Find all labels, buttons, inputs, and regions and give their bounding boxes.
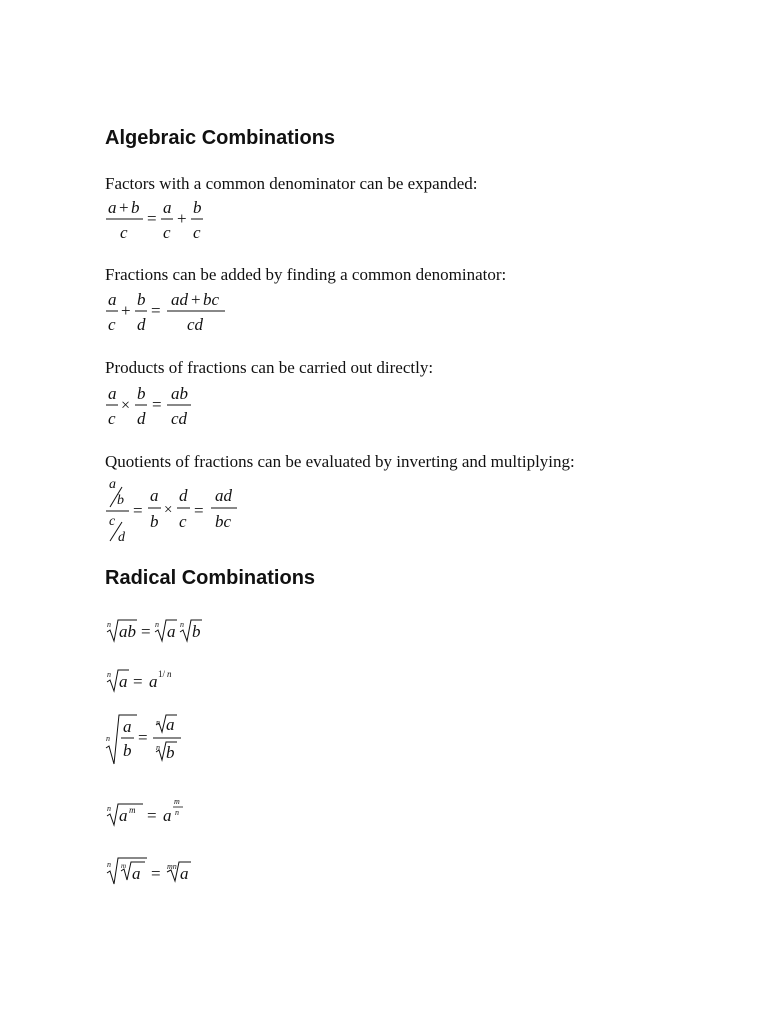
svg-text:c: c — [108, 315, 116, 334]
svg-text:n: n — [107, 804, 111, 813]
svg-text:d: d — [137, 409, 146, 428]
svg-text:b: b — [137, 384, 146, 403]
svg-text:b: b — [192, 622, 201, 641]
svg-text:a: a — [180, 864, 189, 883]
svg-text:c: c — [163, 223, 171, 242]
rule-text-common-denominator: Factors with a common denominator can be expanded: — [105, 174, 478, 193]
svg-text:ab: ab — [119, 622, 136, 641]
svg-text:a: a — [119, 672, 128, 691]
svg-text:n: n — [155, 620, 159, 629]
formula-add-fractions — [105, 288, 245, 336]
svg-text:b: b — [137, 290, 146, 309]
svg-text:ab: ab — [171, 384, 188, 403]
svg-text:a: a — [149, 672, 158, 691]
svg-text:c: c — [179, 512, 187, 531]
svg-text:=: = — [133, 672, 143, 691]
svg-text:ad: ad — [171, 290, 188, 309]
formula-radical-power — [105, 794, 205, 830]
svg-text:cd: cd — [187, 315, 204, 334]
svg-text:n: n — [156, 718, 160, 727]
formula-radical-quotient — [105, 712, 195, 768]
svg-text:=: = — [152, 395, 162, 414]
svg-text:a: a — [166, 715, 175, 734]
formula-radical-exponent — [105, 664, 195, 696]
svg-text:=: = — [151, 864, 161, 883]
svg-text:bc: bc — [215, 512, 232, 531]
rule-text-quotients: Quotients of fractions can be evaluated by inverting and multiplying: — [105, 452, 575, 471]
svg-text:+: + — [119, 198, 129, 217]
formula-nested-radical — [105, 853, 215, 889]
svg-text:m: m — [174, 797, 180, 806]
svg-text:=: = — [133, 501, 143, 520]
svg-text:=: = — [194, 501, 204, 520]
svg-text:bc: bc — [203, 290, 220, 309]
svg-text:=: = — [141, 622, 151, 641]
svg-text:a: a — [123, 717, 132, 736]
svg-text:a: a — [119, 806, 128, 825]
svg-text:a: a — [108, 384, 117, 403]
svg-text:m: m — [121, 862, 127, 870]
svg-text:a: a — [150, 486, 159, 505]
svg-text:b: b — [166, 743, 175, 762]
formula-quotient-fractions — [105, 475, 255, 545]
svg-text:c: c — [108, 409, 116, 428]
svg-text:×: × — [121, 397, 131, 414]
svg-text:+: + — [121, 301, 131, 320]
svg-text:+: + — [191, 290, 201, 309]
svg-text:+: + — [177, 209, 187, 228]
svg-text:=: = — [147, 209, 157, 228]
rule-text-products: Products of fractions can be carried out directly: — [105, 358, 434, 377]
svg-text:n: n — [175, 808, 179, 817]
formula-product-fractions — [105, 382, 215, 430]
svg-text:b: b — [131, 198, 140, 217]
svg-text:n: n — [107, 620, 111, 629]
svg-text:=: = — [147, 806, 157, 825]
svg-text:1/: 1/ — [158, 669, 166, 679]
svg-text:n: n — [107, 860, 111, 869]
svg-text:=: = — [138, 728, 148, 747]
section-heading-algebraic: Algebraic Combinations — [105, 127, 336, 149]
svg-text:c: c — [193, 223, 201, 242]
svg-text:d: d — [179, 486, 188, 505]
svg-text:d: d — [137, 315, 146, 334]
svg-text:=: = — [151, 301, 161, 320]
svg-text:mn: mn — [167, 862, 177, 871]
svg-text:m: m — [129, 805, 136, 815]
svg-text:b: b — [193, 198, 202, 217]
svg-text:n: n — [167, 669, 172, 679]
svg-text:a: a — [109, 477, 116, 492]
svg-text:a: a — [108, 198, 117, 217]
svg-text:a: a — [163, 806, 172, 825]
svg-text:n: n — [107, 670, 111, 679]
svg-text:c: c — [109, 514, 116, 529]
svg-text:ad: ad — [215, 486, 232, 505]
svg-text:×: × — [164, 502, 173, 518]
formula-expand-common-denominator — [105, 196, 225, 244]
svg-text:b: b — [117, 493, 124, 508]
svg-text:c: c — [120, 223, 128, 242]
svg-text:cd: cd — [171, 409, 188, 428]
svg-text:n: n — [156, 743, 160, 752]
svg-text:b: b — [123, 741, 132, 760]
svg-text:a: a — [132, 864, 141, 883]
svg-text:a: a — [163, 198, 172, 217]
svg-text:n: n — [180, 620, 184, 629]
svg-text:b: b — [150, 512, 159, 531]
svg-text:a: a — [167, 622, 176, 641]
svg-text:n: n — [106, 734, 110, 743]
section-heading-radical: Radical Combinations — [105, 567, 316, 589]
svg-text:d: d — [118, 530, 125, 545]
formula-radical-product — [105, 614, 235, 646]
rule-text-adding-fractions: Fractions can be added by finding a common denominator: — [105, 265, 507, 284]
svg-text:a: a — [108, 290, 117, 309]
